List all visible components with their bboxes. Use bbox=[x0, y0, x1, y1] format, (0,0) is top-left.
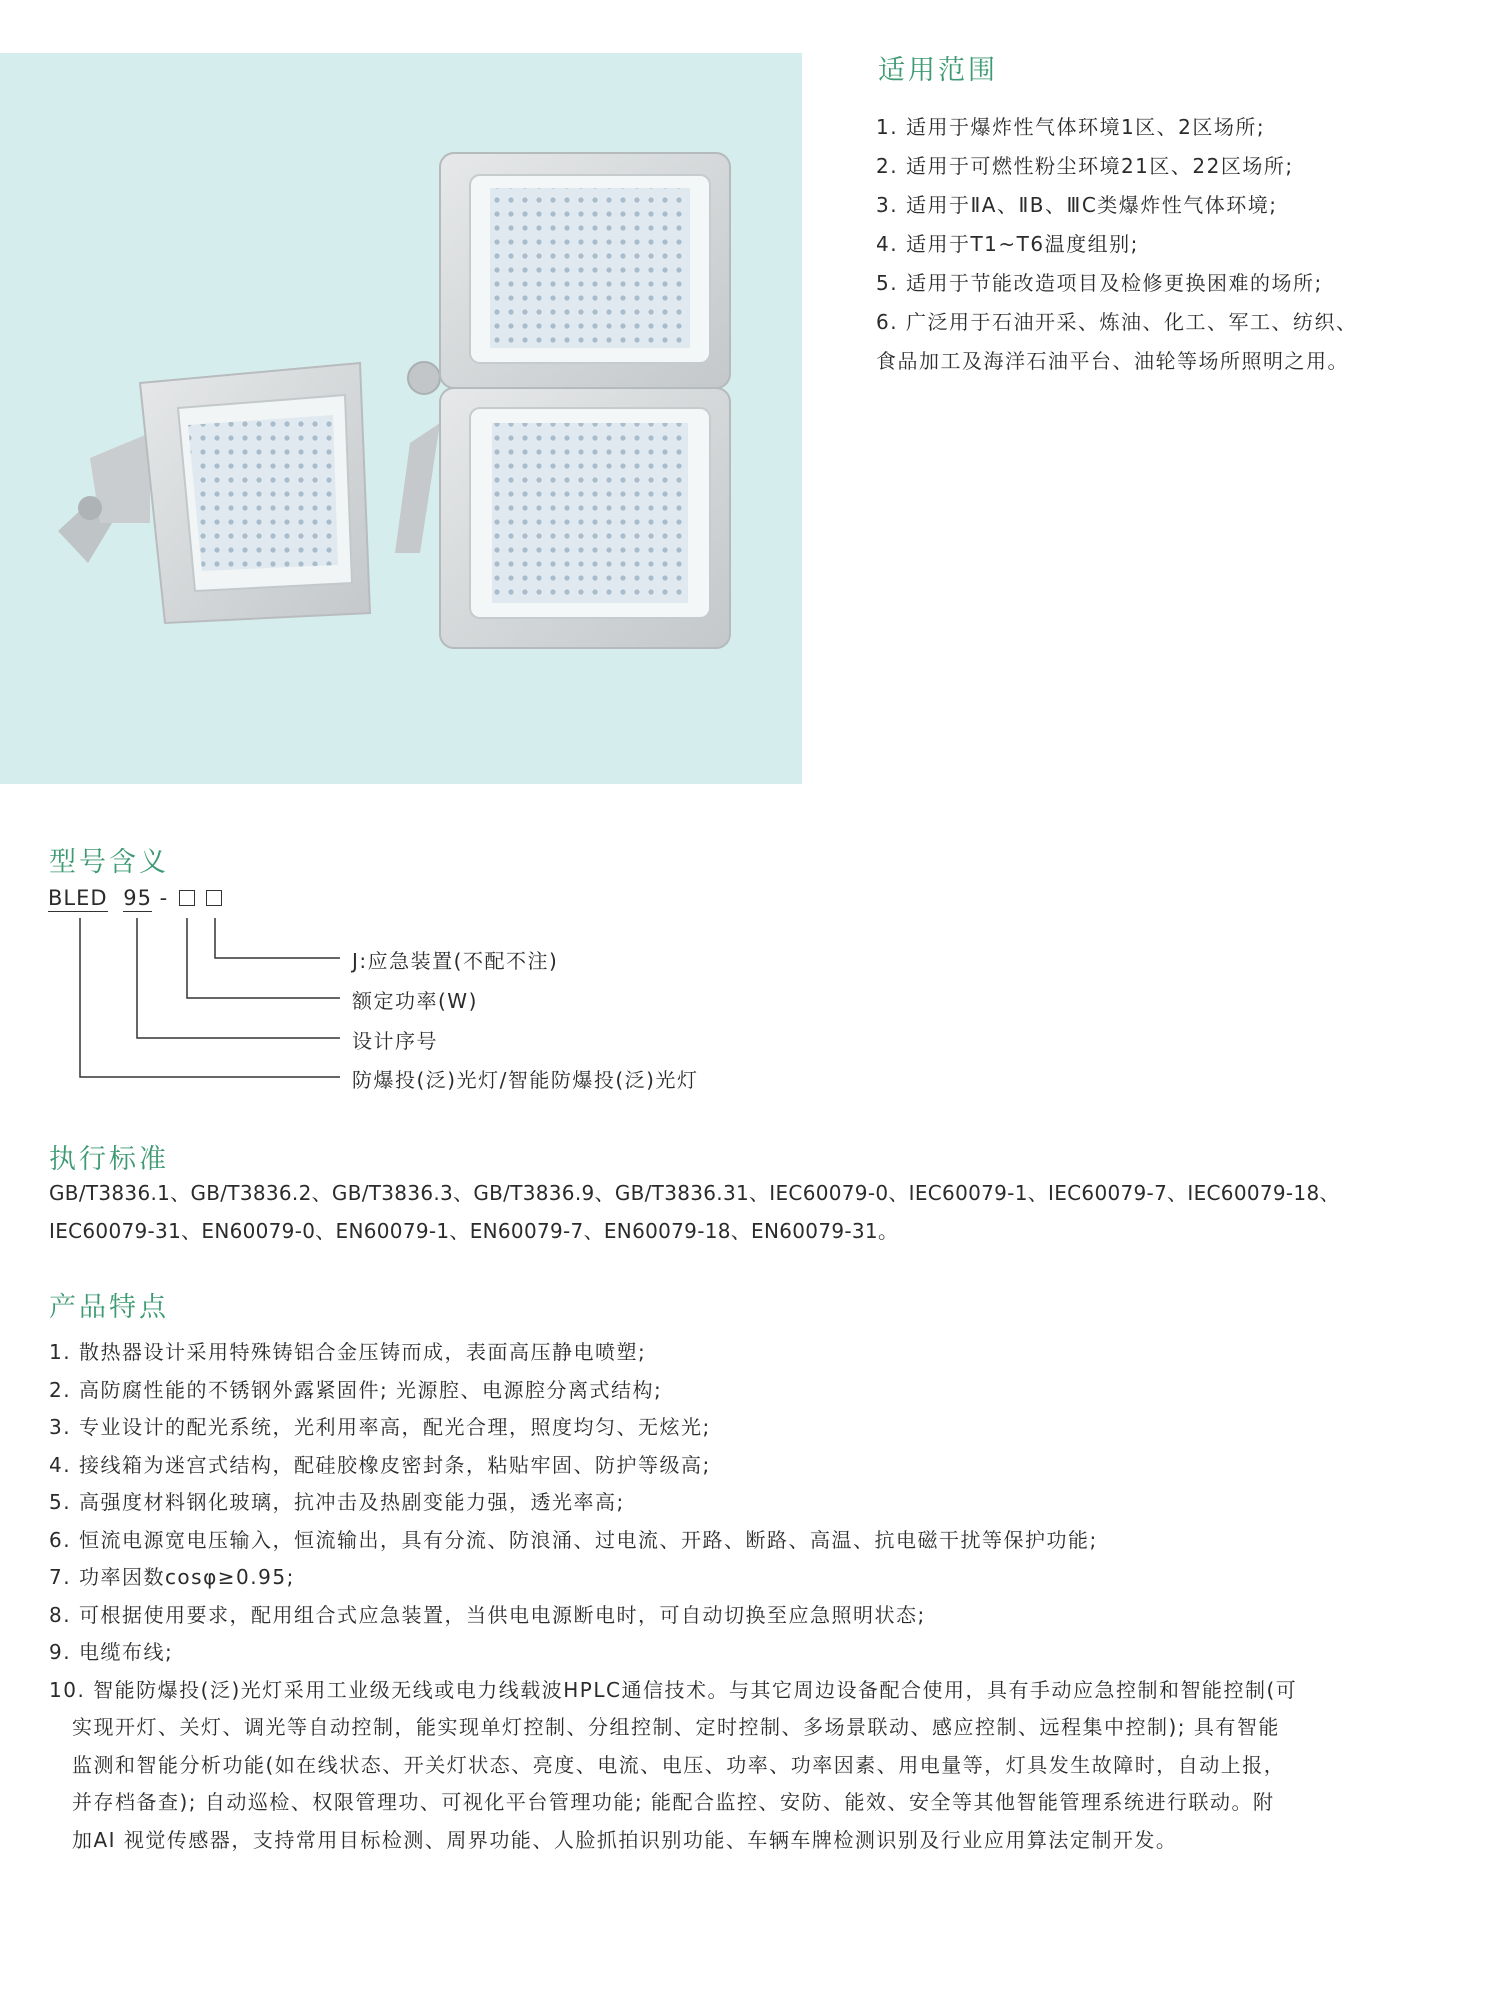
list-item: 4. 接线箱为迷宫式结构，配硅胶橡皮密封条，粘贴牢固、防护等级高; bbox=[49, 1452, 711, 1477]
list-item: 3. 专业设计的配光系统，光利用率高，配光合理，照度均匀、无炫光; bbox=[49, 1415, 711, 1439]
list-item-line: 实现开灯、关灯、调光等自动控制，能实现单灯控制、分组控制、定时控制、多场景联动、感应控制、远程集中控制); 具有智能 bbox=[72, 1715, 1280, 1739]
list-item-line: 并存档备查); 自动巡检、权限管理功、可视化平台管理功能; 能配合监控、安防、能效、安全等其他智能管理系统进行联动。附 bbox=[72, 1790, 1275, 1814]
features-title: 产品特点 bbox=[49, 1292, 169, 1323]
list-item: 4. 适用于T1~T6温度组别; bbox=[876, 232, 1139, 256]
model-title: 型号含义 bbox=[49, 847, 169, 878]
list-item: 5. 高强度材料钢化玻璃，抗冲击及热剧变能力强，透光率高; bbox=[49, 1490, 625, 1514]
list-item-line: 10. 智能防爆投(泛)光灯采用工业级无线或电力线载波HPLC通信技术。与其它周边设备配合使用，具有手动应急控制和智能控制(可 bbox=[49, 1677, 1298, 1702]
list-item-line: 加AI 视觉传感器，支持常用目标检测、周界功能、人脸抓拍识别功能、车辆车牌检测识别及行业应用算法定制开发。 bbox=[72, 1827, 1178, 1852]
list-item: 2. 适用于可燃性粉尘环境21区、22区场所; bbox=[876, 154, 1294, 178]
legend-emergency: J:应急装置(不配不注) bbox=[352, 949, 559, 973]
legend-power: 额定功率(W) bbox=[352, 989, 478, 1013]
leader-line-design bbox=[137, 918, 340, 1038]
model-code-dash: - bbox=[159, 886, 169, 910]
standards-text bbox=[49, 1174, 1469, 1250]
standards-title: 执行标准 bbox=[49, 1144, 169, 1175]
list-item-line: 监测和智能分析功能(如在线状态、开关灯状态、亮度、电流、电压、功率、功率因素、用电量等，灯具发生故障时，自动上报， bbox=[72, 1752, 1286, 1777]
list-item: 5. 适用于节能改造项目及检修更换困难的场所; bbox=[876, 271, 1323, 295]
list-item: 3. 适用于ⅡA、ⅡB、ⅢC类爆炸性气体环境; bbox=[876, 193, 1278, 217]
scope-title: 适用范围 bbox=[878, 55, 998, 86]
standards-line: IEC60079-31、EN60079-0、EN60079-1、EN60079-7、EN60079-18、EN60079-31。 bbox=[49, 1219, 899, 1243]
list-item: 6. 广泛用于石油开采、炼油、化工、军工、纺织、 bbox=[876, 310, 1358, 334]
list-item: 1. 散热器设计采用特殊铸铝合金压铸而成，表面高压静电喷塑; bbox=[49, 1340, 647, 1364]
leader-line-emergency bbox=[215, 918, 340, 958]
list-item: 8. 可根据使用要求，配用组合式应急装置，当供电电源断电时，可自动切换至应急照明状态; bbox=[49, 1602, 926, 1627]
list-item: 2. 高防腐性能的不锈钢外露紧固件; 光源腔、电源腔分离式结构; bbox=[49, 1377, 663, 1402]
list-item: 6. 恒流电源宽电压输入，恒流输出，具有分流、防浪涌、过电流、开路、断路、高温、抗电磁干扰等保护功能; bbox=[49, 1527, 1098, 1552]
legend-design: 设计序号 bbox=[352, 1029, 438, 1053]
legend-product: 防爆投(泛)光灯/智能防爆投(泛)光灯 bbox=[352, 1068, 699, 1092]
list-item: 9. 电缆布线; bbox=[49, 1640, 174, 1664]
features-list bbox=[49, 1334, 1409, 1859]
model-code-series: BLED bbox=[48, 886, 108, 910]
list-item: 7. 功率因数cosφ≥0.95; bbox=[49, 1565, 295, 1589]
list-item: 1. 适用于爆炸性气体环境1区、2区场所; bbox=[876, 115, 1266, 139]
standards-line: GB/T3836.1、GB/T3836.2、GB/T3836.3、GB/T3836.9、GB/T3836.31、IEC60079-0、IEC60079-1、IEC60079-7、IEC60079-18、 bbox=[49, 1181, 1340, 1205]
list-item: 食品加工及海洋石油平台、油轮等场所照明之用。 bbox=[876, 349, 1349, 373]
list-item-intelligent bbox=[49, 1672, 1409, 1860]
model-code-design: 95 bbox=[123, 886, 152, 910]
